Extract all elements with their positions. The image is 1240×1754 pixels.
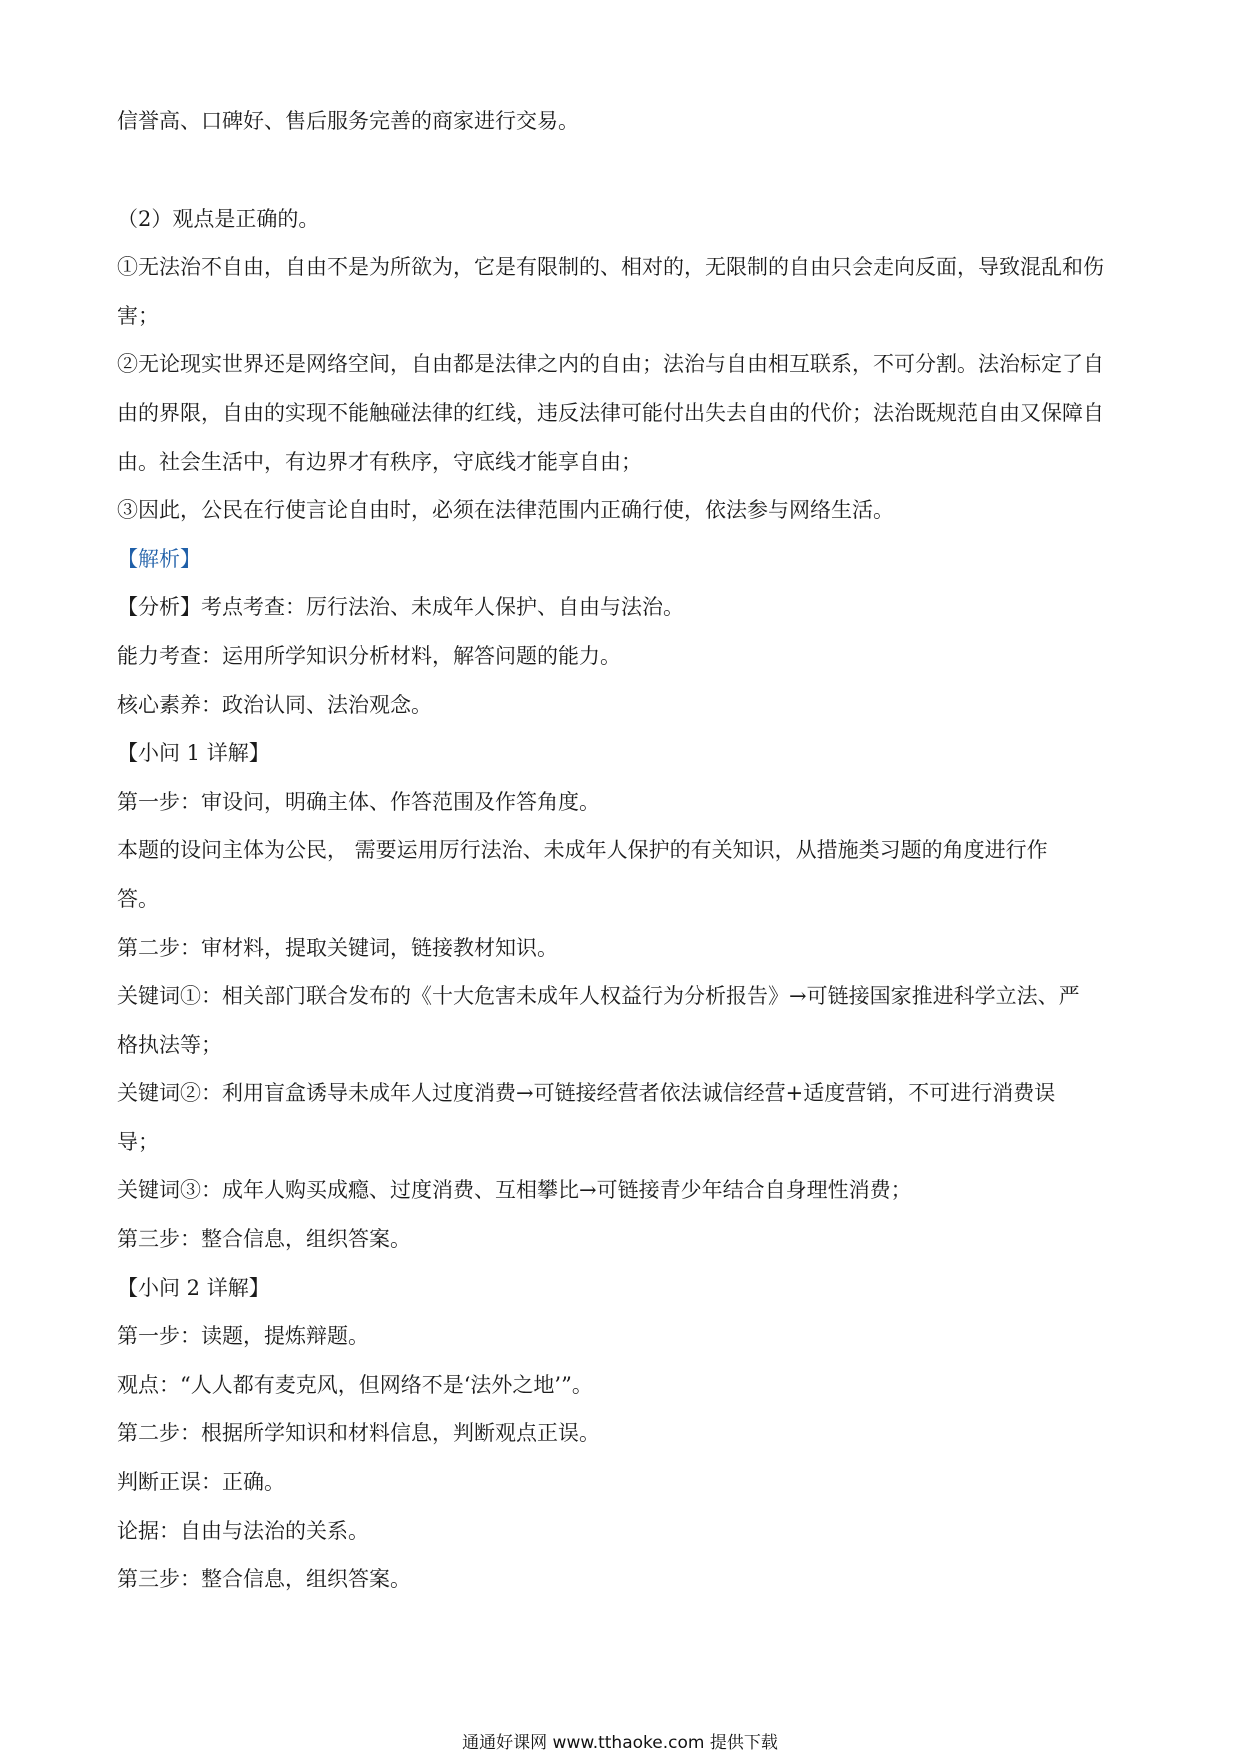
text-line-1: 信誉高、口碑好、售后服务完善的商家进行交易。 [117,109,579,133]
text-line-2: （2）观点是正确的。 [117,206,320,231]
text-line-19: 格执法等； [117,1032,222,1057]
text-line-27: 第二步：根据所学知识和材料信息，判断观点正误。 [117,1421,600,1446]
text-line-25: 第一步：读题，提炼辩题。 [117,1324,369,1349]
subquestion-2-heading: 【小问 2 详解】 [117,1275,270,1300]
subquestion-1-heading: 【小问 1 详解】 [117,741,270,766]
text-line-21: 导； [117,1129,159,1154]
analysis-heading: 【解析】 [117,546,201,571]
text-line-17: 第二步：审材料，提取关键词，链接教材知识。 [117,935,558,960]
document-body [117,97,1127,1604]
text-line-3: ①无法治不自由，自由不是为所欲为，它是有限制的、相对的，无限制的自由只会走向反面，导致混乱和伤 [117,255,1104,280]
text-line-11: 能力考查：运用所学知识分析材料，解答问题的能力。 [117,643,621,668]
text-line-28: 判断正误：正确。 [117,1470,285,1495]
text-line-29: 论据：自由与法治的关系。 [117,1518,369,1543]
text-line-20: 关键词②：利用盲盒诱导未成年人过度消费→可链接经营者依法诚信经营+适度营销，不可进行消费误 [117,1081,1056,1106]
text-line-5: ②无论现实世界还是网络空间，自由都是法律之内的自由；法治与自由相互联系，不可分割。法治标定了自 [117,352,1104,377]
text-line-30: 第三步：整合信息，组织答案。 [117,1567,411,1592]
text-line-22: 关键词③：成年人购买成瘾、过度消费、互相攀比→可链接青少年结合自身理性消费； [117,1178,912,1203]
text-line-15: 本题的设问主体为公民， 需要运用厉行法治、未成年人保护的有关知识，从措施类习题的角度进行作 [117,838,1048,863]
text-line-14: 第一步：审设问，明确主体、作答范围及作答角度。 [117,789,600,814]
text-line-7: 由。社会生活中，有边界才有秩序，守底线才能享自由； [117,449,642,474]
text-line-10: 【分析】考点考查：厉行法治、未成年人保护、自由与法治。 [117,595,684,620]
text-line-26: 观点：“人人都有麦克风，但网络不是‘法外之地’”。 [117,1372,593,1397]
page-footer: 通通好课网 www.tthaoke.com 提供下载 [462,1733,778,1753]
text-line-8: ③因此，公民在行使言论自由时，必须在法律范围内正确行使，依法参与网络生活。 [117,498,894,523]
text-line-12: 核心素养：政治认同、法治观念。 [117,692,432,717]
paragraph-gap [117,146,1127,195]
text-line-4: 害； [117,303,159,328]
text-line-16: 答。 [117,886,159,911]
text-line-18: 关键词①：相关部门联合发布的《十大危害未成年人权益行为分析报告》→可链接国家推进科学立法、严 [117,984,1080,1009]
text-line-23: 第三步：整合信息，组织答案。 [117,1227,411,1252]
text-line-6: 由的界限，自由的实现不能触碰法律的红线，违反法律可能付出失去自由的代价；法治既规范自由又保障自 [117,400,1104,425]
